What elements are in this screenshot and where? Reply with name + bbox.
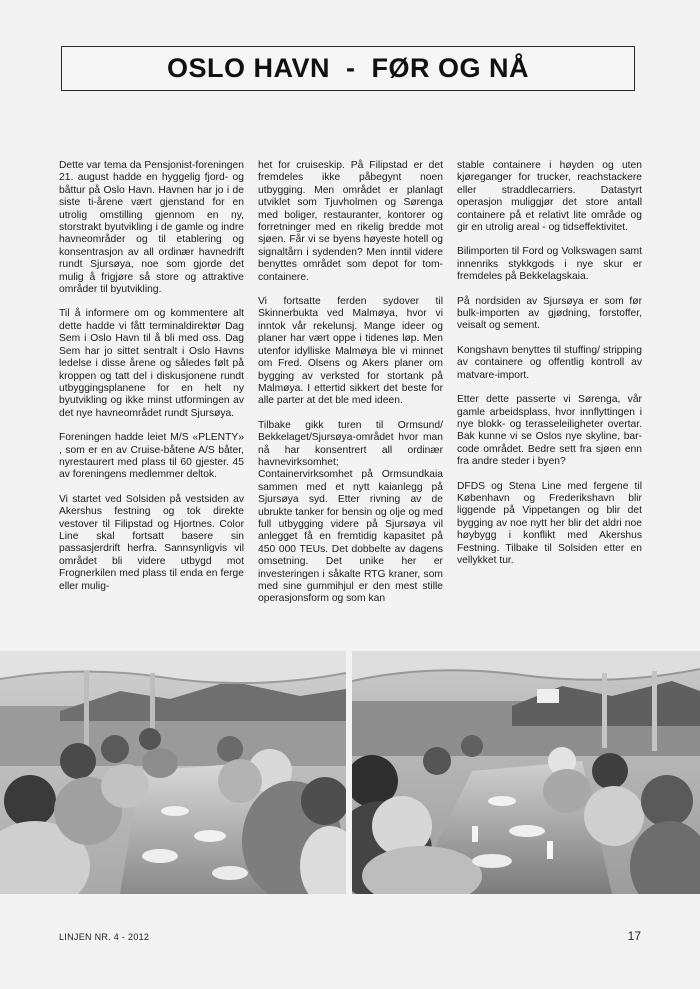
article-column-1 (59, 160, 244, 618)
paragraph: Tilbake gikk turen til Ormsund/ Bekkelaget/Sjursøya-området hvor man nå har konsentrert all ordinær havnevirksomhet; Containervirksomhet på Ormsundkaia sammen med et nytt kaianlegg på Sjursøya syd. Etter rivning av de ubrukte tanker for bensin og olje og med full utbygging videre på Sjursøya vil anlegget få en fremtidig kapasitet på 450 000 TEUs. Det dobbelte av dagens omsetning. Det unike her er investeringen i såkalte RTG kraner, som med sine gummihjul er den mest stille operasjonsform og som kan (258, 419, 443, 605)
paragraph: Vi fortsatte ferden sydover til Skinnerbukta ved Malmøya, hvor vi inntok vår rekelunsj. Mange ideer og planer har vært oppe i tidenes løp. Men utenfor idylliske Malmøya ble vi minnet om Fred. Olsens og Akers planer om bygging av verksted for stortank på Malmøya. I ettertid sikkert det beste for alle parter at det ble med ideen. (258, 296, 443, 407)
paragraph: På nordsiden av Sjursøya er som før bulk-importen av gjødning, forstoffer, veisalt og sement. (457, 295, 642, 332)
title-box (61, 46, 635, 91)
photo-illustration (0, 651, 346, 894)
paragraph: het for cruiseskip. På Filipstad er det fremdeles ikke påbegynt noen utbygging. Men området er planlagt utviklet som Tjuvholmen og Sørenga med boliger, restauranter, kontorer og forretninger med en rikelig bredde mot sjøen. Får vi se byens høyeste hotell og signaltårn i sydenden? Men inntil videre benyttes området som depot for tom-containere. (258, 160, 443, 283)
paragraph: DFDS og Stena Line med fergene til København og Frederikshavn blir liggende på Vippetangen og blir det bygging av noe nytt her blir det aldri noe høybygg i konflikt med Akershus Festning. Tilbake til Solsiden etter en vellykket tur. (457, 480, 642, 566)
article-column-2 (258, 160, 443, 618)
paragraph: Kongshavn benyttes til stuffing/ stripping av containere og offentlig kontroll av matvare-import. (457, 344, 642, 381)
article-body (59, 160, 642, 618)
paragraph: Til å informere om og kommentere alt dette hadde vi fått terminaldirektør Dag Sem i Oslo Havn til å bli med oss. Dag Sem har jo sittet sentralt i Oslo Havns ledelse i disse årene og således følt på kroppen og tatt del i diskusjonene rundt utbyggingsplanene for en helt ny byutvikling og ikke minst utformingen av det nye havneområdet rundt Sjursøya. (59, 308, 244, 419)
paragraph: Foreningen hadde leiet M/S «PLENTY» , som er en av Cruise-båtene A/S båter, nyrestaurert med plass til 60 gjester. 45 av foreningens medlemmer deltok. (59, 432, 244, 481)
paragraph: Bilimporten til Ford og Volkswagen samt innenriks stykkgods i nye skur er fremdeles på Bekkelagskaia. (457, 246, 642, 283)
photo-boat-lunch-left (0, 651, 346, 894)
article-column-3 (457, 160, 642, 618)
photo-boat-lunch-right (352, 651, 700, 894)
photo-illustration (352, 651, 700, 894)
paragraph: stable containere i høyden og uten kjøreganger for trucker, reachstackere eller straddlecarriers. Datastyrt operasjon muliggjør det store antall containere på et relativt lite område og gir en utrolig areal - og tidseffektivitet. (457, 160, 642, 234)
paragraph: Dette var tema da Pensjonist-foreningen 21. august hadde en hyggelig fjord- og båttur på Oslo Havn. Havnen har jo i de siste ti-årene vært gjenstand for en utrolig omstilling gjennom en ny, storstrakt byutvikling i de gamle og indre havneområder og til etablering og konsentrasjon av all ordinær havnedrift rundt Sjursøya, noe som gjorde det mulig å frigjøre så store og attraktive områder til byutvikling. (59, 160, 244, 296)
issue-label: LINJEN NR. 4 - 2012 (59, 932, 150, 942)
paragraph: Etter dette passerte vi Sørenga, vår gamle arbeidsplass, hvor innflyttingen i nye blokk- og terasseleiligheter overtar. Bak kunne vi se Oslos nye skyline, bar-code området. Bedre sett fra sjøen enn fra andre steder i byen? (457, 394, 642, 468)
page-number: 17 (627, 929, 641, 943)
paragraph: Vi startet ved Solsiden på vestsiden av Akershus festning og tok direkte vestover til Filipstad og Hjortnes. Color Line skal fortsatt basere sin passasjerdrift herfra. Sannsynligvis vil området bli videre utbygd mot Frognerkilen med plass til enda en ferge eller mulig- (59, 493, 244, 592)
page-title: OSLO HAVN - FØR OG NÅ (167, 53, 529, 83)
